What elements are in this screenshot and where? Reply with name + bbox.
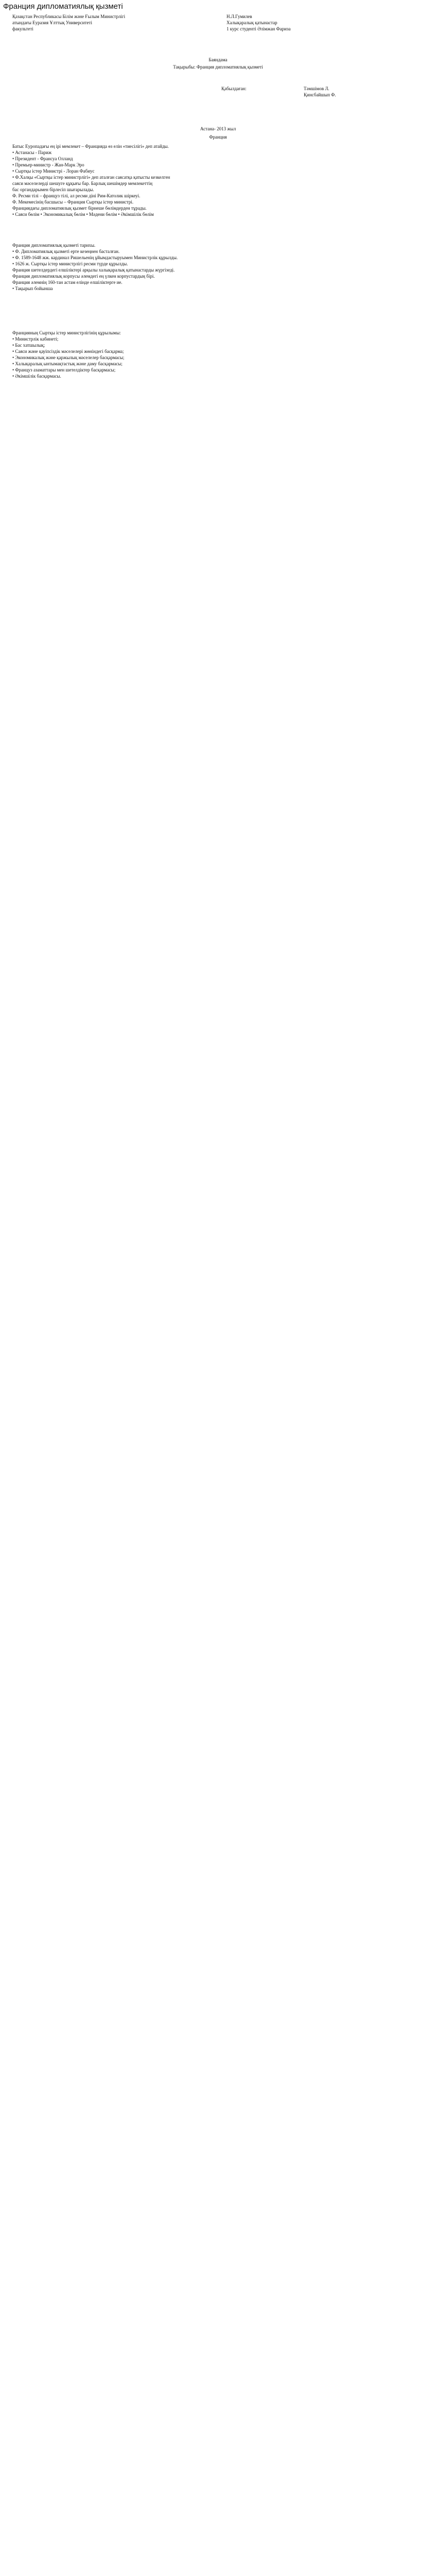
section-line: Ф. Ресми тілі – француз тілі, ал ресми діні Рим-Католик шіркеуі. [12, 193, 141, 198]
section-line: • Премьер-министр - Жан-Марк Эро [12, 162, 84, 167]
section-line: Франциядағы дипломатиялық қызмет бірнеше бөлімдерден тұрады. [12, 206, 147, 211]
header-right-line: 1 курс студенті Әлімжан Фариза [226, 26, 291, 31]
section-line: • Француз азаматтары мен шетелдіктер басқармасы; [12, 367, 116, 372]
city-year: Астана- 2013 жыл [200, 126, 236, 131]
section-line: • Ф. 1589-1648 жж. кардинал Ришельенің ұйымдастыруымен Министрлік құрылды. [12, 255, 178, 260]
section-line: Батыс Еуропадағы ең ірі мемлекет – Францияда өз елін «тиесілігі» деп атайды. [12, 144, 169, 149]
section-line: • Әкімшілік басқармасы. [12, 374, 61, 379]
checker-label: Қабылдаған: [221, 86, 247, 91]
section-line: • Ф. Дипломатиялық қызметі ерте кезеңнен басталған. [12, 249, 120, 254]
header-line: Қазақстан Республикасы Білім және Ғылым Министрлігі [12, 14, 126, 19]
section-line: • Халықаралық ынтымақтастық және даму басқармасы; [12, 361, 123, 366]
report-label: Баяндама [208, 57, 228, 62]
checker-name: Қинсбайшып Ф. [304, 92, 336, 97]
section-line: • Президент - Франсуа Олланд [12, 156, 73, 161]
section-line: • Ф.Халқы «Сыртқы істер министрлігі» деп аталған саясатқа қатысты кезкелген [12, 175, 170, 180]
section-line: • Тақырып бойынша [12, 286, 53, 291]
section-line: Ф. Мекемесінің басшысы – Франция Сыртқы істер министрі. [12, 199, 134, 205]
section-line: • Сыртқы істер Министрі - Лоран Фабиус [12, 168, 95, 174]
header-right-line: Н.Л.Гумилев [226, 14, 252, 19]
header-line: атындағы Еуразия Ұлттық Университеті [12, 20, 92, 25]
section-line: Франция дипломатиялық қызметі тарихы. [12, 243, 96, 248]
section-line: • Бас хатшылық; [12, 343, 45, 348]
section-line: • Экономикалық және қаржылық мәселелер басқармасы; [12, 355, 125, 360]
section-line: Франция дипломатиялық корпусы әлемдегі ең үлкен корпустардың бірі. [12, 274, 155, 279]
checker-name: Тәмшімов Л. [304, 86, 329, 91]
header-right-line: Халықаралық қатынастар [226, 20, 277, 25]
section-line: • Министрлік кабинеті; [12, 336, 59, 342]
report-topic: Тақырыбы: Франция дипломатиялық қызметі [173, 64, 263, 70]
section-line: бас органдарымен бірлесіп шығарылады. [12, 187, 94, 192]
country-heading: Франция [209, 134, 227, 140]
header-line: факультеті [12, 26, 33, 31]
section-line: саяси мәселелерді шешуге құқығы бар. Барлық шешімдер мемлекеттің [12, 181, 153, 186]
section-line: • Саяси және қауіпсіздік мәселелері жөніндегі басқарма; [12, 349, 124, 354]
section-line: • Саяси бөлім • Экономикалық бөлім • Мәдени бөлім • Әкімшілік бөлім [12, 212, 154, 217]
section-line: Франция әлемнің 160-тан астам елінде елшіліктерге ие. [12, 280, 123, 285]
section-line: Францияның Сыртқы істер министрлігінің құрылымы: [12, 330, 121, 335]
section-line: Франция шетелдердегі елшіліктері арқылы халықаралық қатынастарды жүргізеді. [12, 267, 175, 273]
section-line: • 1626 ж. Сыртқы істер министрлігі ресми түрде құрылды. [12, 261, 128, 266]
section-line: • Астанасы - Париж [12, 150, 52, 155]
document-title: Франция дипломатиялық қызметі [3, 2, 123, 11]
